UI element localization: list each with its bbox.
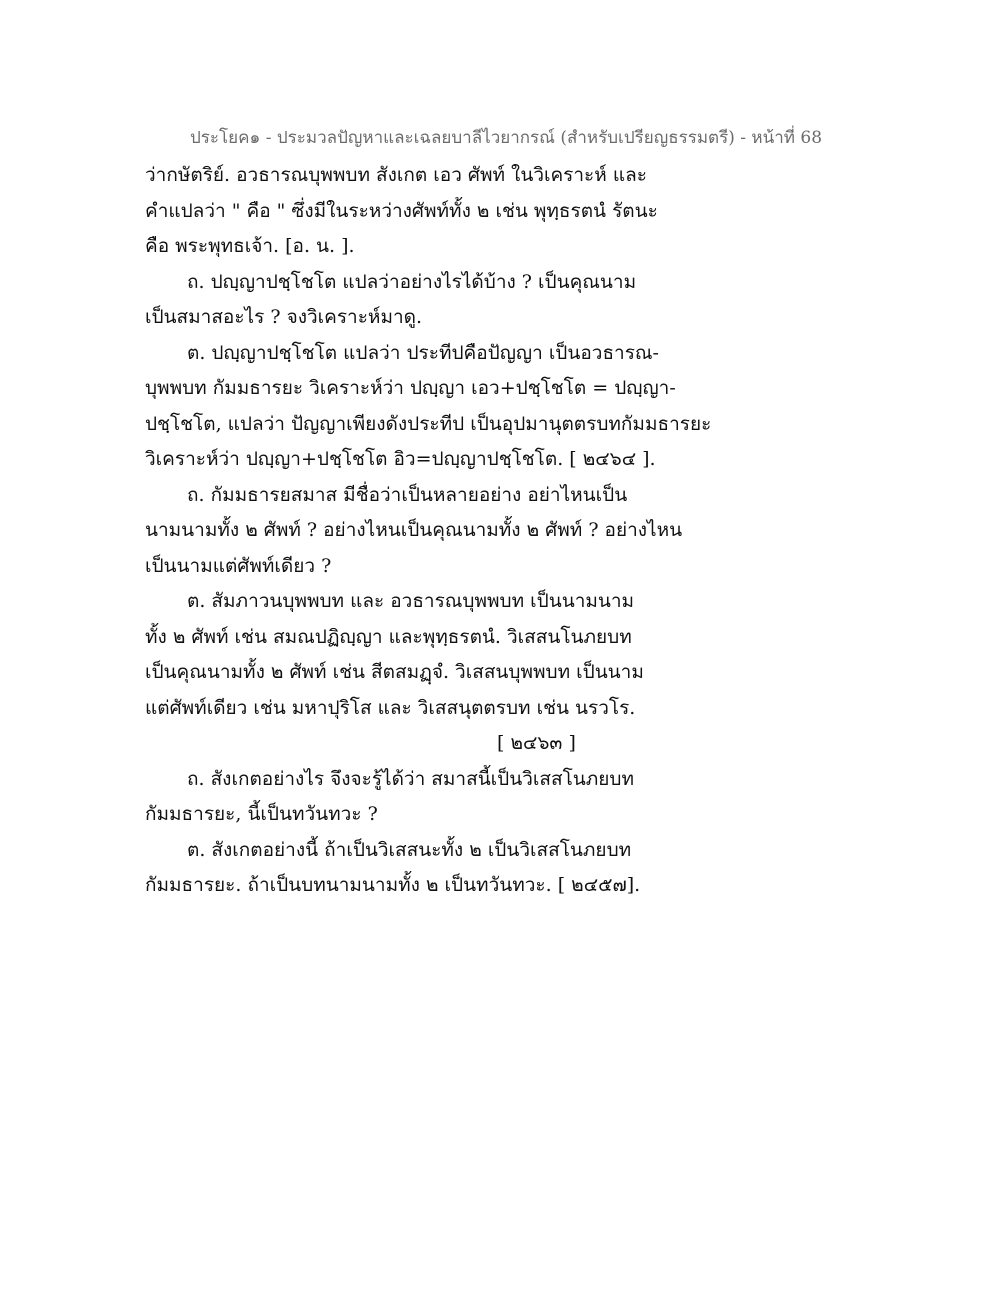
text-line: ปชฺโชโต, แปลว่า ปัญญาเพียงดังประทีป เป็นอุปมานุตตรบทกัมมธารยะ [145, 412, 712, 435]
answer-line: ต. สังเกตอย่างนี้ ถ้าเป็นวิเสสนะทั้ง ๒ เป็นวิเสสโนภยบท [187, 838, 632, 861]
text-line: ว่ากษัตริย์. อวธารณบุพพบท สังเกต เอว ศัพท์ ในวิเคราะห์ และ [145, 164, 647, 186]
year-reference: [ ๒๔๖๓ ] [497, 732, 576, 754]
question-line: ถ. กัมมธารยสมาส มีชื่อว่าเป็นหลายอย่าง อย่าไหนเป็น [187, 483, 628, 506]
text-line: เป็นคุณนามทั้ง ๒ ศัพท์ เช่น สีตสมฏฺจํ. วิเสสนบุพพบท เป็นนาม [145, 661, 644, 683]
page-header: ประโยค๑ - ประมวลปัญหาและเฉลยบาลีไวยากรณ์ (สำหรับเปรียญธรรมตรี) - หน้าที่ 68 [190, 128, 823, 148]
text-line: แต่ศัพท์เดียว เช่น มหาปุริโส และ วิเสสนุตตรบท เช่น นรวโร. [145, 696, 636, 719]
text-line: บุพพบท กัมมธารยะ วิเคราะห์ว่า ปญฺญา เอว+ปชฺโชโต = ปญฺญา- [145, 377, 676, 399]
text-line: ทั้ง ๒ ศัพท์ เช่น สมณปฏิญฺญา และพุทฺธรตนํ. วิเสสนโนภยบท [145, 625, 632, 648]
text-line: นามนามทั้ง ๒ ศัพท์ ? อย่างไหนเป็นคุณนามทั้ง ๒ ศัพท์ ? อย่างไหน [145, 519, 683, 541]
text-line: กัมมธารยะ. ถ้าเป็นบทนามนามทั้ง ๒ เป็นทวันทวะ. [ ๒๔๕๗]. [145, 874, 641, 896]
text-line: เป็นนามแต่ศัพท์เดียว ? [145, 554, 332, 577]
question-line: ถ. สังเกตอย่างไร จึงจะรู้ได้ว่า สมาสนี้เป็นวิเสสโนภยบท [187, 767, 635, 790]
answer-line: ต. สัมภาวนบุพพบท และ อวธารณบุพพบท เป็นนามนาม [187, 590, 635, 612]
text-line: วิเคราะห์ว่า ปญฺญา+ปชฺโชโต อิว=ปญฺญาปชฺโชโต. [ ๒๔๖๔ ]. [145, 448, 656, 470]
text-line: เป็นสมาสอะไร ? จงวิเคราะห์มาดู. [145, 306, 423, 328]
text-line: กัมมธารยะ, นี้เป็นทวันทวะ ? [145, 803, 378, 825]
text-line: คือ พระพุทธเจ้า. [อ. น. ]. [145, 235, 355, 257]
body-text [145, 158, 865, 904]
text-line: คำแปลว่า " คือ " ซึ่งมีในระหว่างศัพท์ทั้ง ๒ เช่น พุทฺธรตนํ รัตนะ [145, 199, 658, 222]
answer-line: ต. ปญฺญาปชฺโชโต แปลว่า ประทีปคือปัญญา เป็นอวธารณ- [187, 341, 659, 364]
question-line: ถ. ปญฺญาปชฺโชโต แปลว่าอย่างไรได้บ้าง ? เป็นคุณนาม [187, 270, 637, 293]
